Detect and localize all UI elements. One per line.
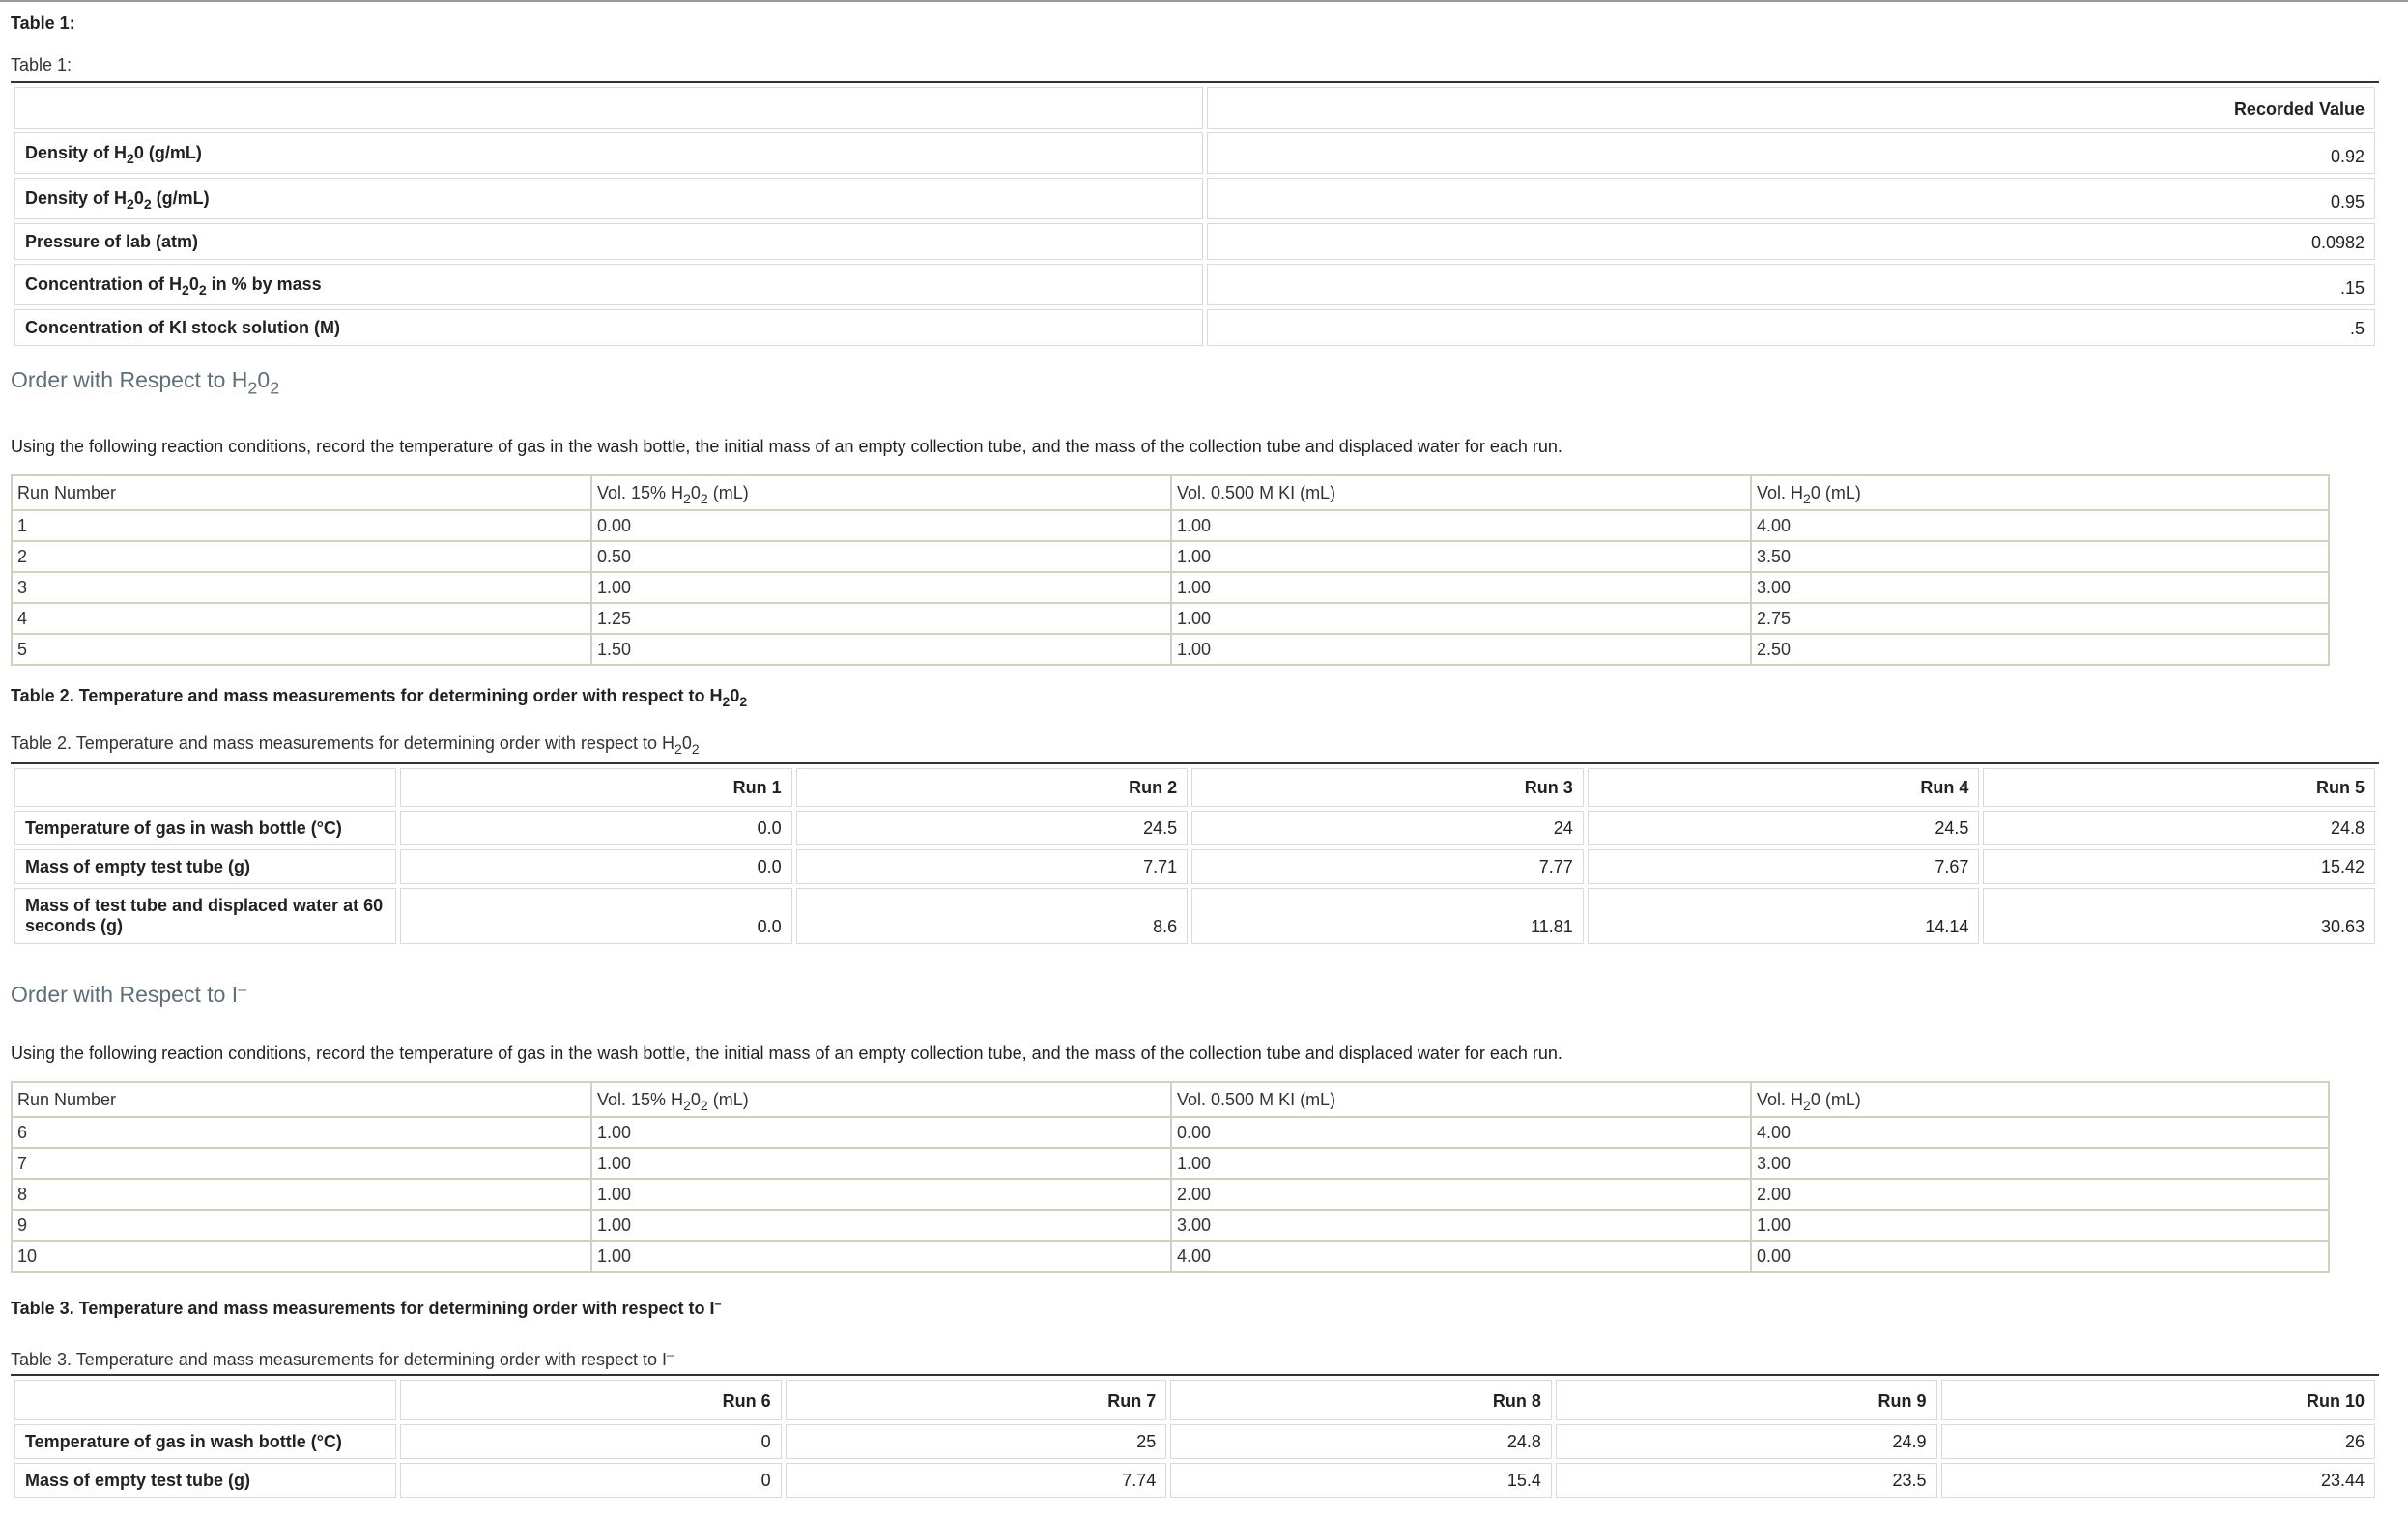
cell-run: 5 — [13, 635, 592, 664]
table-row — [14, 888, 2375, 944]
table-row — [14, 132, 2375, 174]
cell-ki: 1.00 — [1172, 573, 1752, 604]
section-title-h2o2: Order with Respect to $H_20_2$ — [11, 367, 280, 398]
cell-value: 0 — [400, 1424, 782, 1459]
row-value: 0.0982 — [1207, 223, 2375, 260]
table2-header-row — [14, 768, 2375, 807]
cell-value: 24.5 — [796, 811, 1189, 845]
row-label: Mass of empty test tube (g) — [14, 849, 396, 884]
table-row — [13, 573, 2328, 604]
cell-value: 0.0 — [400, 849, 792, 884]
cell-run: 3 — [13, 573, 592, 604]
row-value: .5 — [1207, 309, 2375, 346]
table-row — [14, 309, 2375, 346]
cell-h2o: 2.50 — [1757, 639, 1792, 659]
table-row — [13, 1211, 2328, 1242]
table-row — [14, 1463, 2375, 1498]
table1-header-value: Recorded Value — [1207, 87, 2375, 129]
column-header: Run 7 — [786, 1380, 1167, 1420]
cell-ki: 1.00 — [1172, 511, 1752, 542]
column-header: Run 8 — [1170, 1380, 1552, 1420]
cell-value: 8.6 — [796, 888, 1189, 944]
row-label: Concentration of $H_20_2$ in % by mass — [14, 264, 1203, 305]
column-header: Run 6 — [400, 1380, 782, 1420]
table2-caption: Table 2. Temperature and mass measurements for determining order with respect to $H_20_2$ — [11, 733, 700, 757]
cell-h2o: 2.00 — [1752, 1180, 2328, 1211]
row-label: Concentration of KI stock solution (M) — [14, 309, 1203, 346]
header-vol-h2o: Vol. $H_20$ (mL) — [1752, 1083, 2328, 1118]
cell-run: 2 — [13, 542, 592, 573]
row-label: Density of $H_20$ (g/mL) — [14, 132, 1203, 174]
row-value: 0.95 — [1207, 178, 2375, 219]
cell-h2o2: 1.00 — [592, 1149, 1172, 1180]
column-header: Run 4 — [1588, 768, 1980, 807]
table1-header-blank — [14, 87, 1203, 129]
cell-h2o: 3.00 — [1752, 1149, 2328, 1180]
table-row — [14, 223, 2375, 260]
cell-h2o: 0.00 — [1757, 1245, 1792, 1266]
table1-caption-bold: Table 1: — [11, 14, 75, 33]
table-row — [14, 811, 2375, 845]
cell-value: 23.44 — [1941, 1463, 2376, 1498]
cell-run: 7 — [13, 1149, 592, 1180]
table-row — [13, 542, 2328, 573]
cell-run: 4 — [13, 604, 592, 635]
column-header: Run 5 — [1983, 768, 2375, 807]
cell-value: 7.77 — [1191, 849, 1584, 884]
header-vol-ki: Vol. 0.500 M KI (mL) — [1172, 1083, 1752, 1118]
row-label: Density of $H_20_2$ (g/mL) — [14, 178, 1203, 219]
conditions-table-iodide — [11, 1081, 2330, 1273]
table-row — [14, 849, 2375, 884]
cell-h2o2: 1.50 — [592, 635, 1172, 664]
conditions-table-h2o2 — [11, 474, 2330, 666]
header-vol-ki: Vol. 0.500 M KI (mL) — [1172, 476, 1752, 511]
row-label: Temperature of gas in wash bottle (°C) — [14, 811, 396, 845]
cell-h2o2: 1.00 — [592, 573, 1172, 604]
cell-h2o2: 1.00 — [592, 1118, 1172, 1149]
cell-ki: 3.00 — [1172, 1211, 1752, 1242]
cell-run: 1 — [13, 511, 592, 542]
cell-h2o2: 1.25 — [592, 604, 1172, 635]
column-header: Run 9 — [1556, 1380, 1937, 1420]
instructions-iodide: Using the following reaction conditions, record the temperature of gas in the wash bottle, the initial mass of an empty collection tube, and the mass of the collection tube and displaced water for each run. — [11, 1044, 1562, 1063]
table2 — [11, 762, 2379, 948]
cell-run: 10 — [13, 1242, 592, 1271]
row-value: .15 — [1207, 264, 2375, 305]
table1-caption: Table 1: — [11, 55, 72, 74]
cell-h2o: 3.00 — [1752, 573, 2328, 604]
cell-run: 8 — [13, 1180, 592, 1211]
table3-header-row — [14, 1380, 2375, 1420]
cell-h2o: 1.00 — [1752, 1211, 2328, 1242]
cell-ki: 2.00 — [1172, 1180, 1752, 1211]
table1 — [11, 81, 2379, 350]
cell-value: 0 — [400, 1463, 782, 1498]
cell-value: 24.8 — [1170, 1424, 1552, 1459]
section-title-iodide: Order with Respect to I– — [11, 980, 247, 1007]
cell-h2o2: 1.00 — [592, 1211, 1172, 1242]
row-label: Mass of test tube and displaced water at 60 seconds (g) — [14, 888, 396, 944]
row-label: Temperature of gas in wash bottle (°C) — [14, 1424, 396, 1459]
table3-header-blank — [14, 1380, 396, 1420]
table2-caption-bold: Table 2. Temperature and mass measurements for determining order with respect to $H_20_2$ — [11, 686, 748, 709]
cell-ki: 1.00 — [1172, 635, 1752, 664]
row-label: Pressure of lab (atm) — [14, 223, 1203, 260]
cell-value: 0.0 — [400, 888, 792, 944]
cell-h2o2: 0.00 — [592, 511, 1172, 542]
cell-h2o2: 1.00 — [592, 1242, 1172, 1271]
cell-value: 26 — [1941, 1424, 2376, 1459]
table-row — [13, 1180, 2328, 1211]
table-row — [13, 604, 2328, 635]
table3-caption-bold: Table 3. Temperature and mass measurements for determining order with respect to I– — [11, 1297, 722, 1318]
conditions-header-row — [13, 476, 2328, 511]
column-header: Run 2 — [796, 768, 1189, 807]
cell-value: 24.8 — [1983, 811, 2375, 845]
table1-header-row — [14, 87, 2375, 129]
cell-h2o: 2.75 — [1752, 604, 2328, 635]
cell-value: 24.9 — [1556, 1424, 1937, 1459]
table-row — [14, 178, 2375, 219]
cell-value: 25 — [786, 1424, 1167, 1459]
table-row — [13, 1149, 2328, 1180]
cell-value: 7.67 — [1588, 849, 1980, 884]
cell-h2o: 4.00 — [1752, 511, 2328, 542]
table-row — [13, 1242, 2328, 1271]
column-header: Run 1 — [400, 768, 792, 807]
cell-ki: 1.00 — [1172, 1149, 1752, 1180]
table3 — [11, 1374, 2379, 1502]
row-label: Mass of empty test tube (g) — [14, 1463, 396, 1498]
cell-value: 7.74 — [786, 1463, 1167, 1498]
column-header: Run 3 — [1191, 768, 1584, 807]
cell-value: 15.4 — [1170, 1463, 1552, 1498]
cell-h2o2: 0.50 — [592, 542, 1172, 573]
header-vol-h2o2: Vol. 15% $H_20_2$ (mL) — [592, 476, 1172, 511]
table-row — [13, 1118, 2328, 1149]
cell-run: 6 — [13, 1118, 592, 1149]
cell-run: 9 — [13, 1211, 592, 1242]
table2-header-blank — [14, 768, 396, 807]
conditions-header-row — [13, 1083, 2328, 1118]
table3-caption: Table 3. Temperature and mass measurements for determining order with respect to I– — [11, 1348, 674, 1369]
header-vol-h2o: Vol. $H_20$ (mL) — [1752, 476, 2328, 511]
column-header: Run 10 — [1941, 1380, 2376, 1420]
table-row — [14, 1424, 2375, 1459]
table-row — [13, 635, 2328, 664]
row-value: 0.92 — [1207, 132, 2375, 174]
cell-value: 11.81 — [1191, 888, 1584, 944]
cell-value: 24 — [1191, 811, 1584, 845]
header-run-number: Run Number — [13, 476, 592, 511]
cell-value: 15.42 — [1983, 849, 2375, 884]
cell-ki: 0.00 — [1172, 1118, 1752, 1149]
cell-value: 0.0 — [400, 811, 792, 845]
cell-ki: 4.00 — [1172, 1242, 1752, 1271]
cell-value: 14.14 — [1588, 888, 1980, 944]
cell-value: 7.71 — [796, 849, 1189, 884]
cell-value: 30.63 — [1983, 888, 2375, 944]
header-run-number: Run Number — [13, 1083, 592, 1118]
cell-ki: 1.00 — [1172, 542, 1752, 573]
cell-h2o: 3.50 — [1752, 542, 2328, 573]
cell-h2o: 4.00 — [1752, 1118, 2328, 1149]
cell-ki: 1.00 — [1172, 604, 1752, 635]
table-row — [13, 511, 2328, 542]
instructions-h2o2: Using the following reaction conditions, record the temperature of gas in the wash bottle, the initial mass of an empty collection tube, and the mass of the collection tube and displaced water for each run. — [11, 437, 1562, 456]
cell-value: 24.5 — [1588, 811, 1980, 845]
cell-h2o2: 1.00 — [592, 1180, 1172, 1211]
table-row — [14, 264, 2375, 305]
cell-value: 23.5 — [1556, 1463, 1937, 1498]
header-vol-h2o2: Vol. 15% $H_20_2$ (mL) — [592, 1083, 1172, 1118]
